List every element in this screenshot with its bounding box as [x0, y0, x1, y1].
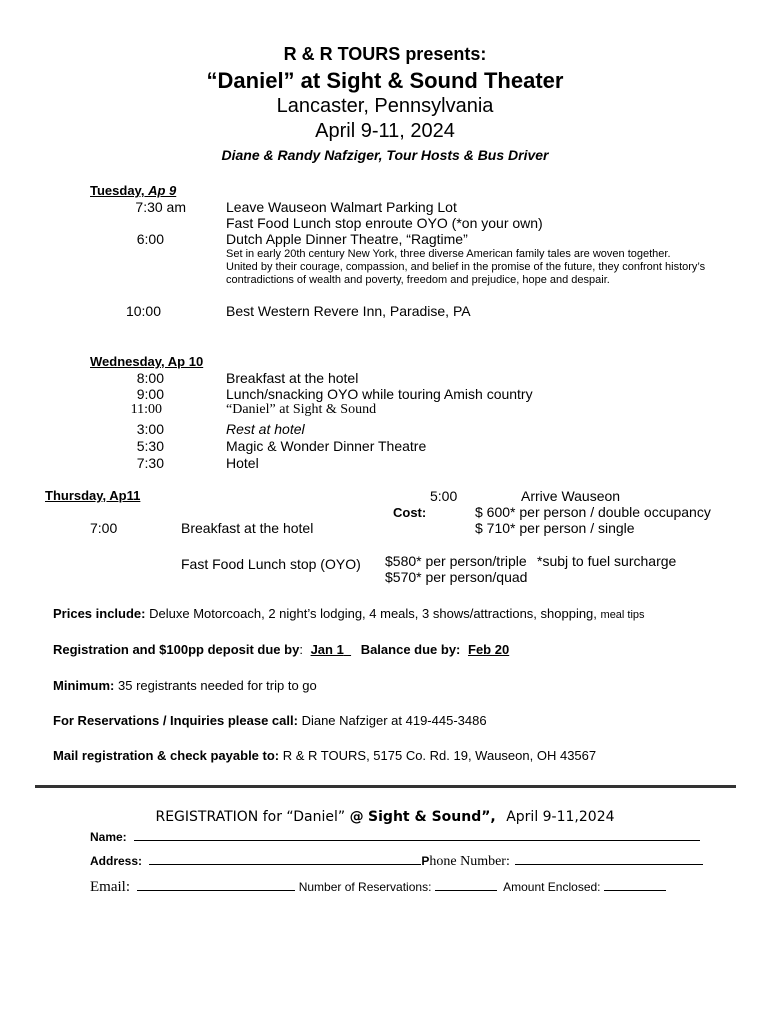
schedule-time: 7:30	[136, 455, 164, 471]
schedule-time: 5:00	[430, 488, 458, 504]
schedule-item: “Daniel” at Sight & Sound	[226, 402, 377, 417]
prices-include-meal-tips: meal tips	[600, 609, 645, 621]
wednesday-heading: Wednesday, Ap 10	[90, 354, 204, 369]
reservations-contact	[53, 713, 487, 728]
price-single: $ 710* per person / single	[475, 520, 635, 536]
registration-form-title	[0, 809, 770, 825]
trip-dates: April 9-11, 2024	[315, 120, 455, 142]
number-of-reservations-field[interactable]	[435, 878, 497, 891]
schedule-time: 8:00	[136, 370, 164, 386]
reservations-label: For Reservations / Inquiries please call:	[53, 713, 298, 728]
schedule-item: Best Western Revere Inn, Paradise, PA	[226, 303, 471, 319]
tuesday-date: Ap 9	[148, 183, 177, 198]
balance-label: Balance due by:	[360, 642, 461, 657]
email-row	[90, 878, 666, 896]
tuesday-label: Tuesday,	[90, 183, 145, 198]
price-quad: $570* per person/quad	[385, 569, 528, 585]
schedule-item: Breakfast at the hotel	[226, 370, 359, 386]
email-field[interactable]	[137, 878, 295, 891]
show-description-line: Set in early 20th century New York, three diverse American family tales are woven together.	[226, 248, 671, 260]
schedule-item: Fast Food Lunch stop enroute OYO (*on your own)	[226, 215, 543, 231]
schedule-time: 6:00	[136, 231, 164, 247]
schedule-time: 11:00	[130, 402, 162, 417]
mail-label: Mail registration & check payable to:	[53, 748, 280, 763]
price-triple: $580* per person/triple	[385, 553, 527, 569]
phone-label: hone Number:	[429, 854, 510, 869]
cost-label: Cost:	[393, 505, 427, 520]
schedule-item: Arrive Wauseon	[521, 488, 621, 504]
name-row	[90, 828, 700, 844]
form-title-date: April 9-11,2024	[506, 809, 615, 825]
amount-enclosed-field[interactable]	[604, 878, 666, 891]
phone-label-initial: P	[421, 854, 430, 868]
show-description-line: contradictions of wealth and poverty, freedom and prejudice, hope and despair.	[226, 274, 610, 286]
schedule-item: Breakfast at the hotel	[181, 520, 314, 536]
tuesday-heading	[90, 183, 176, 198]
schedule-item: Rest at hotel	[226, 421, 305, 437]
amount-enclosed-label: Amount Enclosed:	[503, 880, 601, 894]
schedule-item: Dutch Apple Dinner Theatre, “Ragtime”	[226, 231, 468, 247]
registration-colon: :	[299, 642, 303, 657]
location: Lancaster, Pennsylvania	[276, 95, 494, 117]
page-title: “Daniel” at Sight & Sound Theater	[206, 68, 564, 93]
form-title-pre: REGISTRATION for “Daniel”	[155, 809, 346, 825]
registration-deadline	[53, 642, 509, 657]
section-divider	[35, 785, 736, 788]
schedule-time: 7:00	[90, 520, 118, 536]
schedule-time: 5:30	[136, 438, 164, 454]
minimum-text: 35 registrants needed for trip to go	[118, 678, 317, 693]
registration-date: Jan 1	[310, 642, 344, 657]
phone-field[interactable]	[515, 852, 703, 865]
minimum-registrants	[53, 678, 317, 693]
form-title-at: @	[349, 809, 364, 825]
name-label: Name:	[90, 830, 127, 844]
reservations-text: Diane Nafziger at 419-445-3486	[301, 713, 487, 728]
show-description-line: United by their courage, compassion, and belief in the promise of the future, they confront history’s	[226, 261, 706, 273]
thursday-heading: Thursday, Ap11	[45, 488, 141, 503]
schedule-time: 9:00	[136, 386, 164, 402]
schedule-item: Leave Wauseon Walmart Parking Lot	[226, 199, 457, 215]
schedule-time: 10:00	[125, 303, 161, 319]
balance-date: Feb 20	[468, 642, 510, 657]
schedule-item: Fast Food Lunch stop (OYO)	[181, 556, 361, 572]
name-field[interactable]	[134, 828, 700, 841]
price-double: $ 600* per person / double occupancy	[475, 504, 711, 520]
prices-include-text: Deluxe Motorcoach, 2 night’s lodging, 4 meals, 3 shows/attractions, shopping,	[149, 606, 597, 621]
prices-include	[53, 606, 645, 621]
mail-text: R & R TOURS, 5175 Co. Rd. 19, Wauseon, OH 43567	[282, 748, 597, 763]
address-field[interactable]	[149, 852, 421, 865]
schedule-item: Lunch/snacking OYO while touring Amish country	[226, 386, 533, 402]
schedule-item: Hotel	[226, 455, 259, 471]
prices-include-label: Prices include:	[53, 606, 146, 621]
email-label: Email:	[90, 879, 130, 895]
registration-label: Registration and $100pp deposit due by	[53, 642, 300, 657]
presenter-line: R & R TOURS presents:	[283, 44, 487, 64]
form-title-venue: Sight & Sound”,	[368, 809, 496, 825]
number-of-reservations-label: Number of Reservations:	[298, 880, 432, 894]
schedule-item: Magic & Wonder Dinner Theatre	[226, 438, 427, 454]
minimum-label: Minimum:	[53, 678, 115, 693]
mail-registration	[53, 748, 596, 763]
schedule-time: 7:30 am	[135, 199, 186, 215]
address-row	[90, 852, 703, 870]
schedule-time: 3:00	[136, 421, 164, 437]
fuel-surcharge-note: *subj to fuel surcharge	[537, 553, 677, 569]
address-label: Address:	[90, 854, 143, 868]
tour-hosts: Diane & Randy Nafziger, Tour Hosts & Bus Driver	[221, 147, 549, 163]
